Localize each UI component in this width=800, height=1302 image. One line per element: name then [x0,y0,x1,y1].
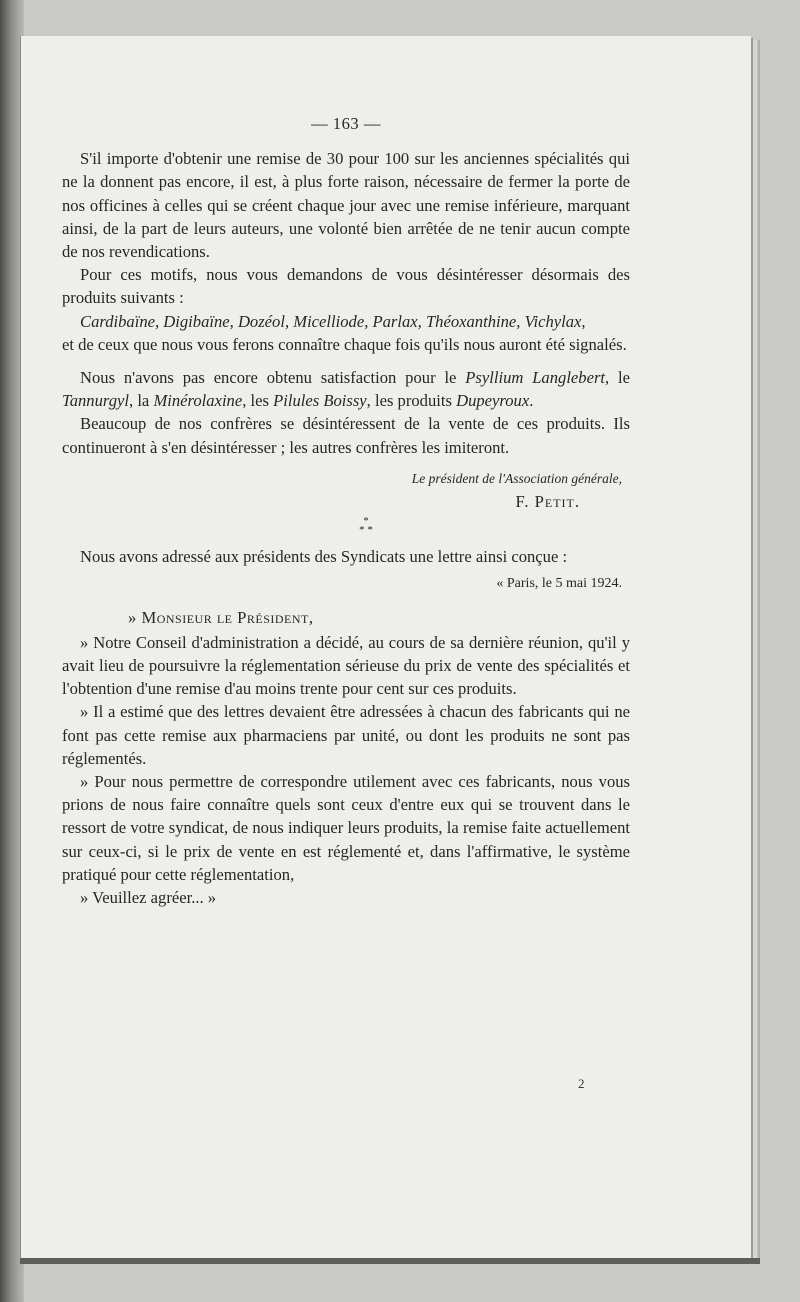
text-run: , les [242,391,274,411]
closing: » Veuillez agréer... » [80,888,217,908]
paragraph: Nous avons adressé aux présidents des Syndicats une lettre ainsi conçue : [80,547,568,567]
text-run: , la [129,391,154,411]
text-run: Nous n'avons pas encore obtenu satisfaction pour le [80,368,466,388]
paragraph [62,366,630,412]
paragraph: Pour ces motifs, nous vous demandons de vous désintéresser désormais des produits suivants : [62,265,630,308]
paragraph: et de ceux que nous vous ferons connaître chaque fois qu'ils nous auront été signalés. [62,334,627,354]
text-run: . [529,391,534,411]
paragraph: S'il importe d'obtenir une remise de 30 pour 100 sur les anciennes spécialités qui ne la donnent pas encore, il est, à plus forte raison, nécessaire de fermer la porte de nos officines à celles qui se créent chaque jour avec une remise inférieure, marquant ainsi, de la part de leurs auteurs, une volonté bien arrêtée de ne tenir aucun compte de nos revendications. [62,149,630,262]
product-name: Tannurgyl [62,391,130,411]
paragraph: Beaucoup de nos confrères se désintéressent de la vente de ces produits. Ils continueront à s'en désintéresser ; les autres confrères les imiteront. [62,414,630,457]
text-run: , le [605,368,631,388]
signature-title: Le président de l'Association générale, [411,470,622,486]
product-name: Minérolaxine [153,391,243,411]
letter-date: « Paris, le 5 mai 1924. [496,576,622,592]
signature-name: F. Petit. [515,492,580,512]
paragraph: » Il a estimé que des lettres devaient être adressées à chacun des fabricants qui ne font pas cette remise aux pharmaciens par unité, ou dont les produits ne sont pas réglementés. [62,702,630,768]
product-name: Dupeyroux [456,391,530,411]
page-bottom-edge [20,1258,760,1264]
paragraph: » Pour nous permettre de correspondre utilement avec ces fabricants, nous vous prions de nous faire connaître quels sont ceux d'entre eux qui se trouvent dans le ressort de votre syndicat, de nous indiquer leurs produits, la remise faite actuellement sur ceux-ci, si le prix de vente en est réglementé et, dans l'affirmative, le système pratiqué pour cette réglementation, [62,772,630,884]
product-list: Cardibaïne, Digibaïne, Dozéol, Micelliode, Parlax, Théoxanthine, Vichylax, [80,311,586,331]
signature-mark: 2 [578,1076,585,1091]
product-name: Pilules Boissy [273,391,367,411]
page-text [62,112,630,909]
page-number: — 163 — [311,114,381,133]
product-name: Psyllium Langlebert [465,368,606,388]
salutation: » Monsieur le Président, [128,607,314,627]
paragraph: » Notre Conseil d'administration a décidé, au cours de sa dernière réunion, qu'il y avait lieu de poursuivre la réglementation sérieuse du prix de vente des spécialités et l'obtention d'une remise d'au moins trente pour cent sur ces produits. [62,632,630,699]
asterism-separator: * * * [359,515,373,537]
text-run: , les produits [366,391,457,411]
